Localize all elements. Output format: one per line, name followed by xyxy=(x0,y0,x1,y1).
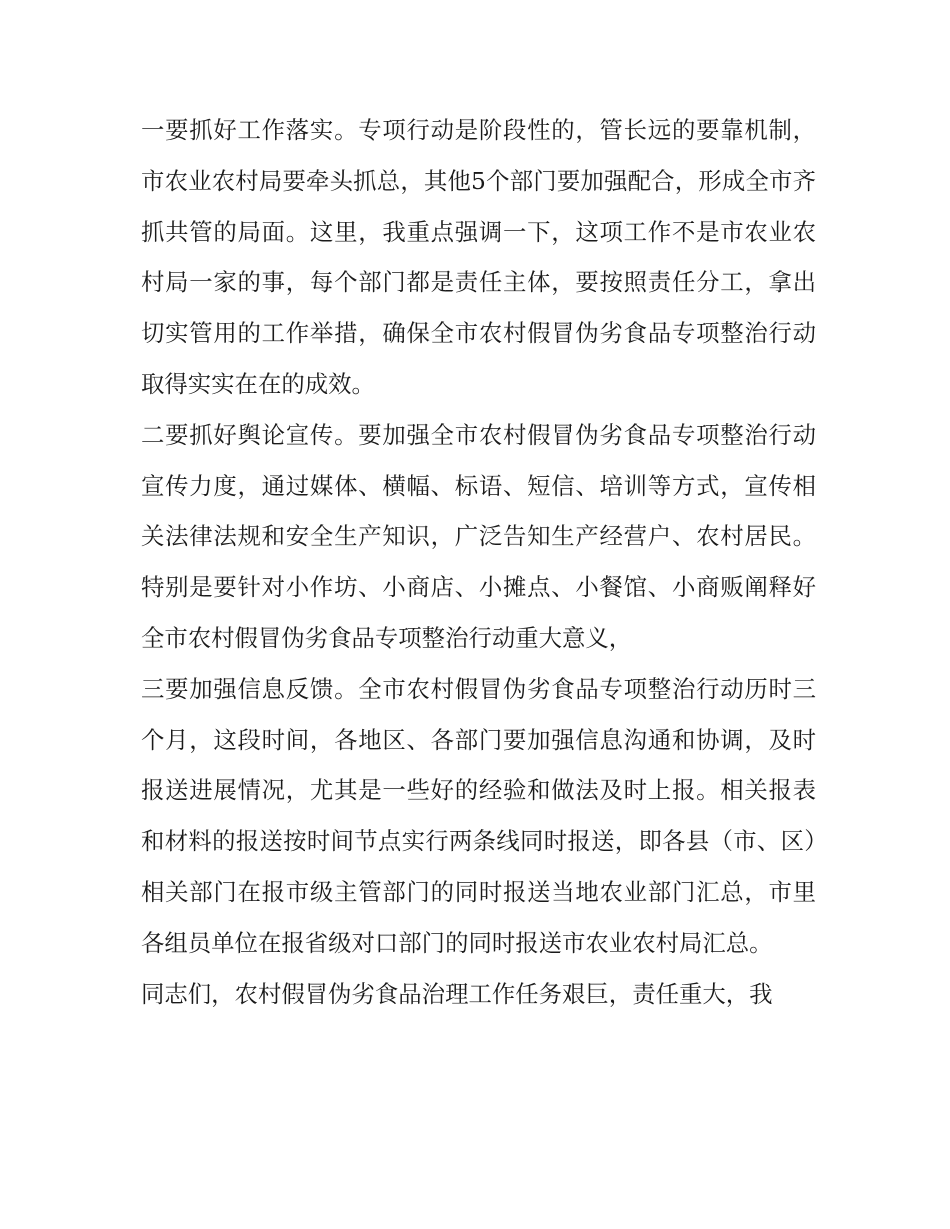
paragraph-closing-remarks: 同志们，农村假冒伪劣食品治理工作任务艰巨，责任重大，我 xyxy=(141,979,773,1008)
paragraph-information-feedback: 三要加强信息反馈。全市农村假冒伪劣食品专项整治行动历时三个月，这段时间，各地区、各部门要加强信息沟通和协调，及时报送进展情况，尤其是一些好的经验和做法及时上报。相关报表和材料的报送按时间节点实行两条线同时报送，即各县（市、区）相关部门在报市级主管部门的同时报送当地农业部门汇总，市里各组员单位在报省级对口部门的同时报送市农业农村局汇总。 xyxy=(141,674,816,957)
paragraph-public-publicity: 二要抓好舆论宣传。要加强全市农村假冒伪劣食品专项整治行动宣传力度，通过媒体、横幅、标语、短信、培训等方式，宣传相关法律法规和安全生产知识，广泛告知生产经营户、农村居民。特别是要针对小作坊、小商店、小摊点、小餐馆、小商贩阐释好全市农村假冒伪劣食品专项整治行动重大意义， xyxy=(141,420,816,652)
document-body xyxy=(141,105,816,1019)
paragraph-work-implementation: 一要抓好工作落实。专项行动是阶段性的，管长远的要靠机制，市农业农村局要牵头抓总，其他5个部门要加强配合，形成全市齐抓共管的局面。这里，我重点强调一下，这项工作不是市农业农村局一家的事，每个部门都是责任主体，要按照责任分工，拿出切实管用的工作举措，确保全市农村假冒伪劣食品专项整治行动取得实实在在的成效。 xyxy=(141,116,816,398)
